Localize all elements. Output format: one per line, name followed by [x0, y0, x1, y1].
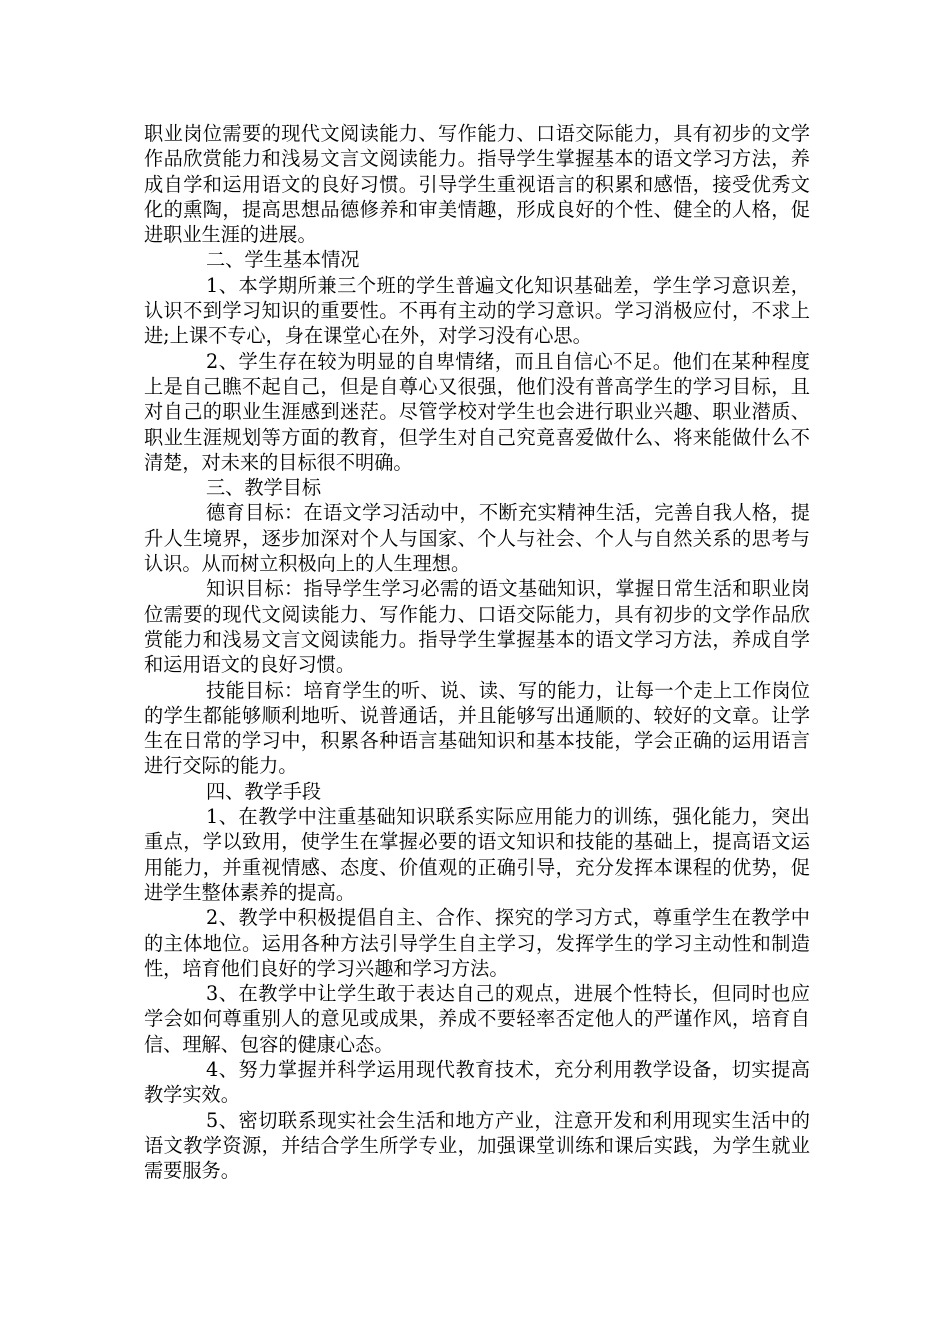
paragraph: 2、教学中积极提倡自主、合作、探究的学习方式，尊重学生在教学中的主体地位。运用各种方法引导学生自主学习，发挥学生的学习主动性和制造性，培育他们良好的学习兴趣和学习方法。 [144, 906, 810, 980]
paragraph: 知识目标：指导学生学习必需的语文基础知识，掌握日常生活和职业岗位需要的现代文阅读能力、写作能力、口语交际能力，具有初步的文学作品欣赏能力和浅易文言文阅读能力。指导学生掌握基本的语文学习方法，养成自学和运用语文的良好习惯。 [144, 577, 810, 677]
intro-paragraph: 职业岗位需要的现代文阅读能力、写作能力、口语交际能力，具有初步的文学作品欣赏能力和浅易文言文阅读能力。指导学生掌握基本的语文学习方法，养成自学和运用语文的良好习惯。引导学生重视语言的积累和感悟，接受优秀文化的熏陶，提高思想品德修养和审美情趣，形成良好的个性、健全的人格，促进职业生涯的进展。 [144, 122, 810, 247]
section-heading-teaching-goals: 三、教学目标 [206, 476, 322, 500]
paragraph: 3、在教学中让学生敢于表达自己的观点，进展个性特长，但同时也应学会如何尊重别人的意见或成果，养成不要轻率否定他人的严谨作风，培育自信、理解、包容的健康心态。 [144, 982, 810, 1056]
section-heading-student-situation: 二、学生基本情况 [206, 248, 360, 272]
paragraph: 德育目标：在语文学习活动中，不断充实精神生活，完善自我人格，提升人生境界，逐步加深对个人与国家、个人与社会、个人与自然关系的思考与认识。从而树立积极向上的人生理想。 [144, 501, 810, 576]
paragraph: 4、努力掌握并科学运用现代教育技术，充分利用教学设备，切实提高教学实效。 [144, 1057, 810, 1107]
document-page [144, 121, 810, 1183]
paragraph: 2、学生存在较为明显的自卑情绪，而且自信心不足。他们在某种程度上是自己瞧不起自己，但是自尊心又很强，他们没有普高学生的学习目标，且对自己的职业生涯感到迷茫。尽管学校对学生也会进行职业兴趣、职业潜质、职业生涯规划等方面的教育，但学生对自己究竟喜爱做什么、将来能做什么不清楚，对未来的目标很不明确。 [144, 349, 810, 474]
paragraph: 技能目标：培育学生的听、说、读、写的能力，让每一个走上工作岗位的学生都能够顺利地听、说普通话，并且能够写出通顺的、较好的文章。让学生在日常的学习中，积累各种语言基础知识和基本技能，学会正确的运用语言进行交际的能力。 [144, 678, 810, 778]
paragraph: 1、本学期所兼三个班的学生普遍文化知识基础差，学生学习意识差，认识不到学习知识的重要性。不再有主动的学习意识。学习消极应付，不求上进;上课不专心，身在课堂心在外，对学习没有心思。 [144, 273, 810, 348]
section-heading-teaching-methods: 四、教学手段 [206, 779, 322, 803]
paragraph: 5、密切联系现实社会生活和地方产业，注意开发和利用现实生活中的语文教学资源，并结合学生所学专业，加强课堂训练和课后实践，为学生就业需要服务。 [144, 1108, 810, 1183]
paragraph: 1、在教学中注重基础知识联系实际应用能力的训练，强化能力，突出重点，学以致用，使学生在掌握必要的语文知识和技能的基础上，提高语文运用能力，并重视情感、态度、价值观的正确引导，充分发挥本课程的优势，促进学生整体素养的提高。 [144, 805, 810, 904]
